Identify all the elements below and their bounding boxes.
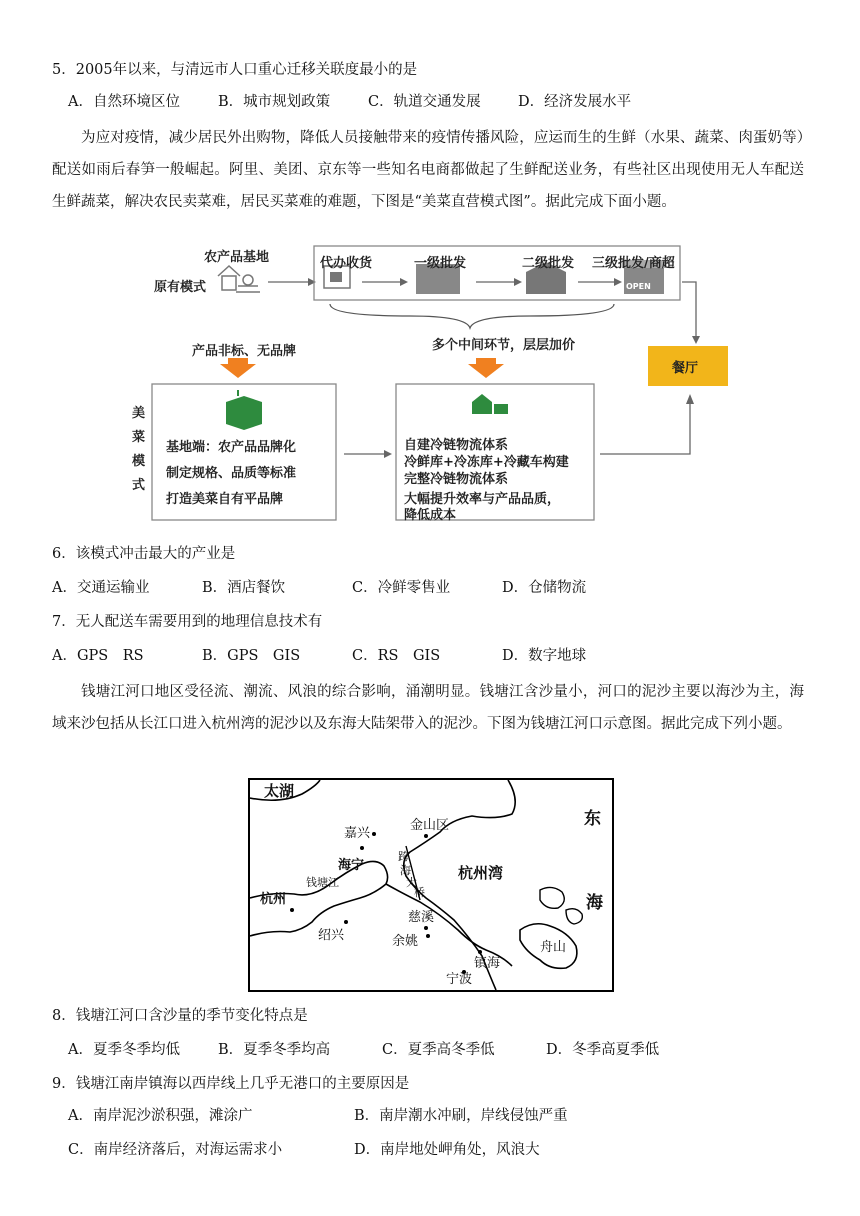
right-box-line-1: 自建冷链物流体系 (404, 438, 509, 453)
q5-option-a[interactable]: A．自然环境区位 (68, 94, 180, 110)
q5-stem: 5．2005年以来，与清远市人口重心迁移关联度最小的是 (52, 62, 418, 78)
left-box-line-3: 打造美菜自有平品牌 (166, 492, 284, 507)
map-label-qiantangjiang: 钱塘江 (306, 876, 339, 889)
right-box-line-2: 冷鲜库+冷冻库+冷藏车构建 (404, 455, 569, 470)
package-icon (226, 396, 262, 430)
cold-chain-icon (472, 394, 508, 414)
restaurant-box (648, 346, 728, 386)
step-wholesale-1: 一级批发 (414, 256, 467, 271)
map-label-hai: 海 (586, 893, 603, 913)
q6-option-b[interactable]: B．酒店餐饮 (202, 580, 286, 596)
meicai-char-3: 模 (132, 454, 146, 469)
step-wholesale-3: 三级批发/商超 (592, 256, 675, 271)
map-label-cixi: 慈溪 (408, 910, 435, 925)
q6-option-c[interactable]: C．冷鲜零售业 (352, 580, 451, 596)
q8-option-a[interactable]: A．夏季冬季均低 (68, 1042, 180, 1058)
right-box-line-3: 完整冷链物流体系 (404, 472, 509, 487)
q6-option-d[interactable]: D．仓储物流 (502, 580, 587, 596)
meicai-char-4: 式 (132, 478, 146, 493)
q8-option-d[interactable]: D．冬季高夏季低 (546, 1042, 660, 1058)
q5-option-d[interactable]: D．经济发展水平 (518, 94, 632, 110)
map-label-dong: 东 (584, 809, 601, 829)
map-label-bridge-1: 跨 (398, 850, 409, 863)
map-label-jinshan: 金山区 (410, 818, 450, 833)
q5-option-c[interactable]: C．轨道交通发展 (368, 94, 481, 110)
map-label-zhoushan: 舟山 (540, 940, 567, 955)
right-box-line-5: 降低成本 (404, 508, 457, 523)
restaurant-label: 餐厅 (672, 361, 699, 376)
map-coastline (250, 780, 612, 990)
farm-icon (218, 266, 260, 292)
q9-stem: 9．钱塘江南岸镇海以西岸线上几乎无港口的主要原因是 (52, 1076, 410, 1092)
map-label-yuyao: 余姚 (392, 934, 419, 949)
meicai-char-1: 美 (132, 406, 146, 421)
map-label-hangzhouwan: 杭州湾 (458, 864, 504, 882)
problem-right-label: 多个中间环节，层层加价 (432, 338, 576, 353)
q6-stem: 6．该模式冲击最大的产业是 (52, 546, 236, 562)
q9-option-a[interactable]: A．南岸泥沙淤积强，滩涂广 (68, 1108, 253, 1124)
q6-option-a[interactable]: A．交通运输业 (52, 580, 150, 596)
q7-option-b[interactable]: B．GPS GIS (202, 648, 301, 664)
map-label-hangzhou: 杭州 (260, 892, 287, 907)
farm-base-label: 农产品基地 (204, 250, 270, 265)
open-sign: OPEN (626, 282, 651, 291)
q8-option-b[interactable]: B．夏季冬季均高 (218, 1042, 331, 1058)
map-label-haining: 海宁 (338, 858, 365, 873)
problem-left-label: 产品非标、无品牌 (192, 344, 297, 359)
q7-stem: 7．无人配送车需要用到的地理信息技术有 (52, 614, 323, 630)
map-label-shaoxing: 绍兴 (318, 928, 345, 943)
step-wholesale-2: 二级批发 (522, 256, 575, 271)
q7-option-d[interactable]: D．数字地球 (502, 648, 587, 664)
step-collect: 代办收货 (320, 256, 373, 271)
q9-option-c[interactable]: C．南岸经济落后，对海运需求小 (68, 1142, 283, 1158)
left-box-line-2: 制定规格、品质等标准 (166, 466, 297, 481)
q8-stem: 8．钱塘江河口含沙量的季节变化特点是 (52, 1008, 308, 1024)
passage-fresh-delivery: 为应对疫情，减少居民外出购物，降低人员接触带来的疫情传播风险，应运而生的生鲜（水果、蔬菜、肉蛋奶等）配送如雨后春笋一般崛起。阿里、美团、京东等一些知名电商都做起了生鲜配送业务，有些社区出现使用无人车配送生鲜蔬菜，解决农民卖菜难，居民买菜难的难题，下图是“美菜直营模式图”。据此完成下面小题。 (52, 130, 804, 210)
map-label-bridge-2: 海 (400, 864, 411, 877)
passage-qiantang: 钱塘江河口地区受径流、潮流、风浪的综合影响，涌潮明显。钱塘江含沙量小，河口的泥沙主要以海沙为主，海域来沙包括从长江口进入杭州湾的泥沙以及东海大陆架带入的泥沙。下图为钱塘江河口示意图。据此完成下列小题。 (52, 684, 804, 732)
map-label-bridge-4: 桥 (414, 886, 425, 899)
map-label-zhenhai: 镇海 (474, 956, 501, 971)
q9-option-b[interactable]: B．南岸潮水冲刷，岸线侵蚀严重 (354, 1108, 568, 1124)
meicai-mode-diagram (130, 236, 730, 532)
map-label-taihu: 太湖 (264, 782, 295, 800)
q5-option-b[interactable]: B．城市规划政策 (218, 94, 331, 110)
q7-option-a[interactable]: A．GPS RS (52, 648, 144, 664)
q7-option-c[interactable]: C．RS GIS (352, 648, 441, 664)
original-mode-label: 原有模式 (154, 280, 207, 295)
map-label-bridge-3: 大 (406, 876, 417, 889)
left-box-line-1: 基地端：农产品品牌化 (166, 440, 297, 455)
meicai-char-2: 菜 (132, 430, 146, 445)
right-box-line-4: 大幅提升效率与产品品质， (404, 492, 561, 507)
q9-option-d[interactable]: D．南岸地处岬角处，风浪大 (354, 1142, 540, 1158)
q8-option-c[interactable]: C．夏季高冬季低 (382, 1042, 495, 1058)
qiantang-estuary-map (248, 778, 614, 992)
map-label-jiaxing: 嘉兴 (344, 826, 371, 841)
map-label-ningbo: 宁波 (446, 972, 473, 987)
